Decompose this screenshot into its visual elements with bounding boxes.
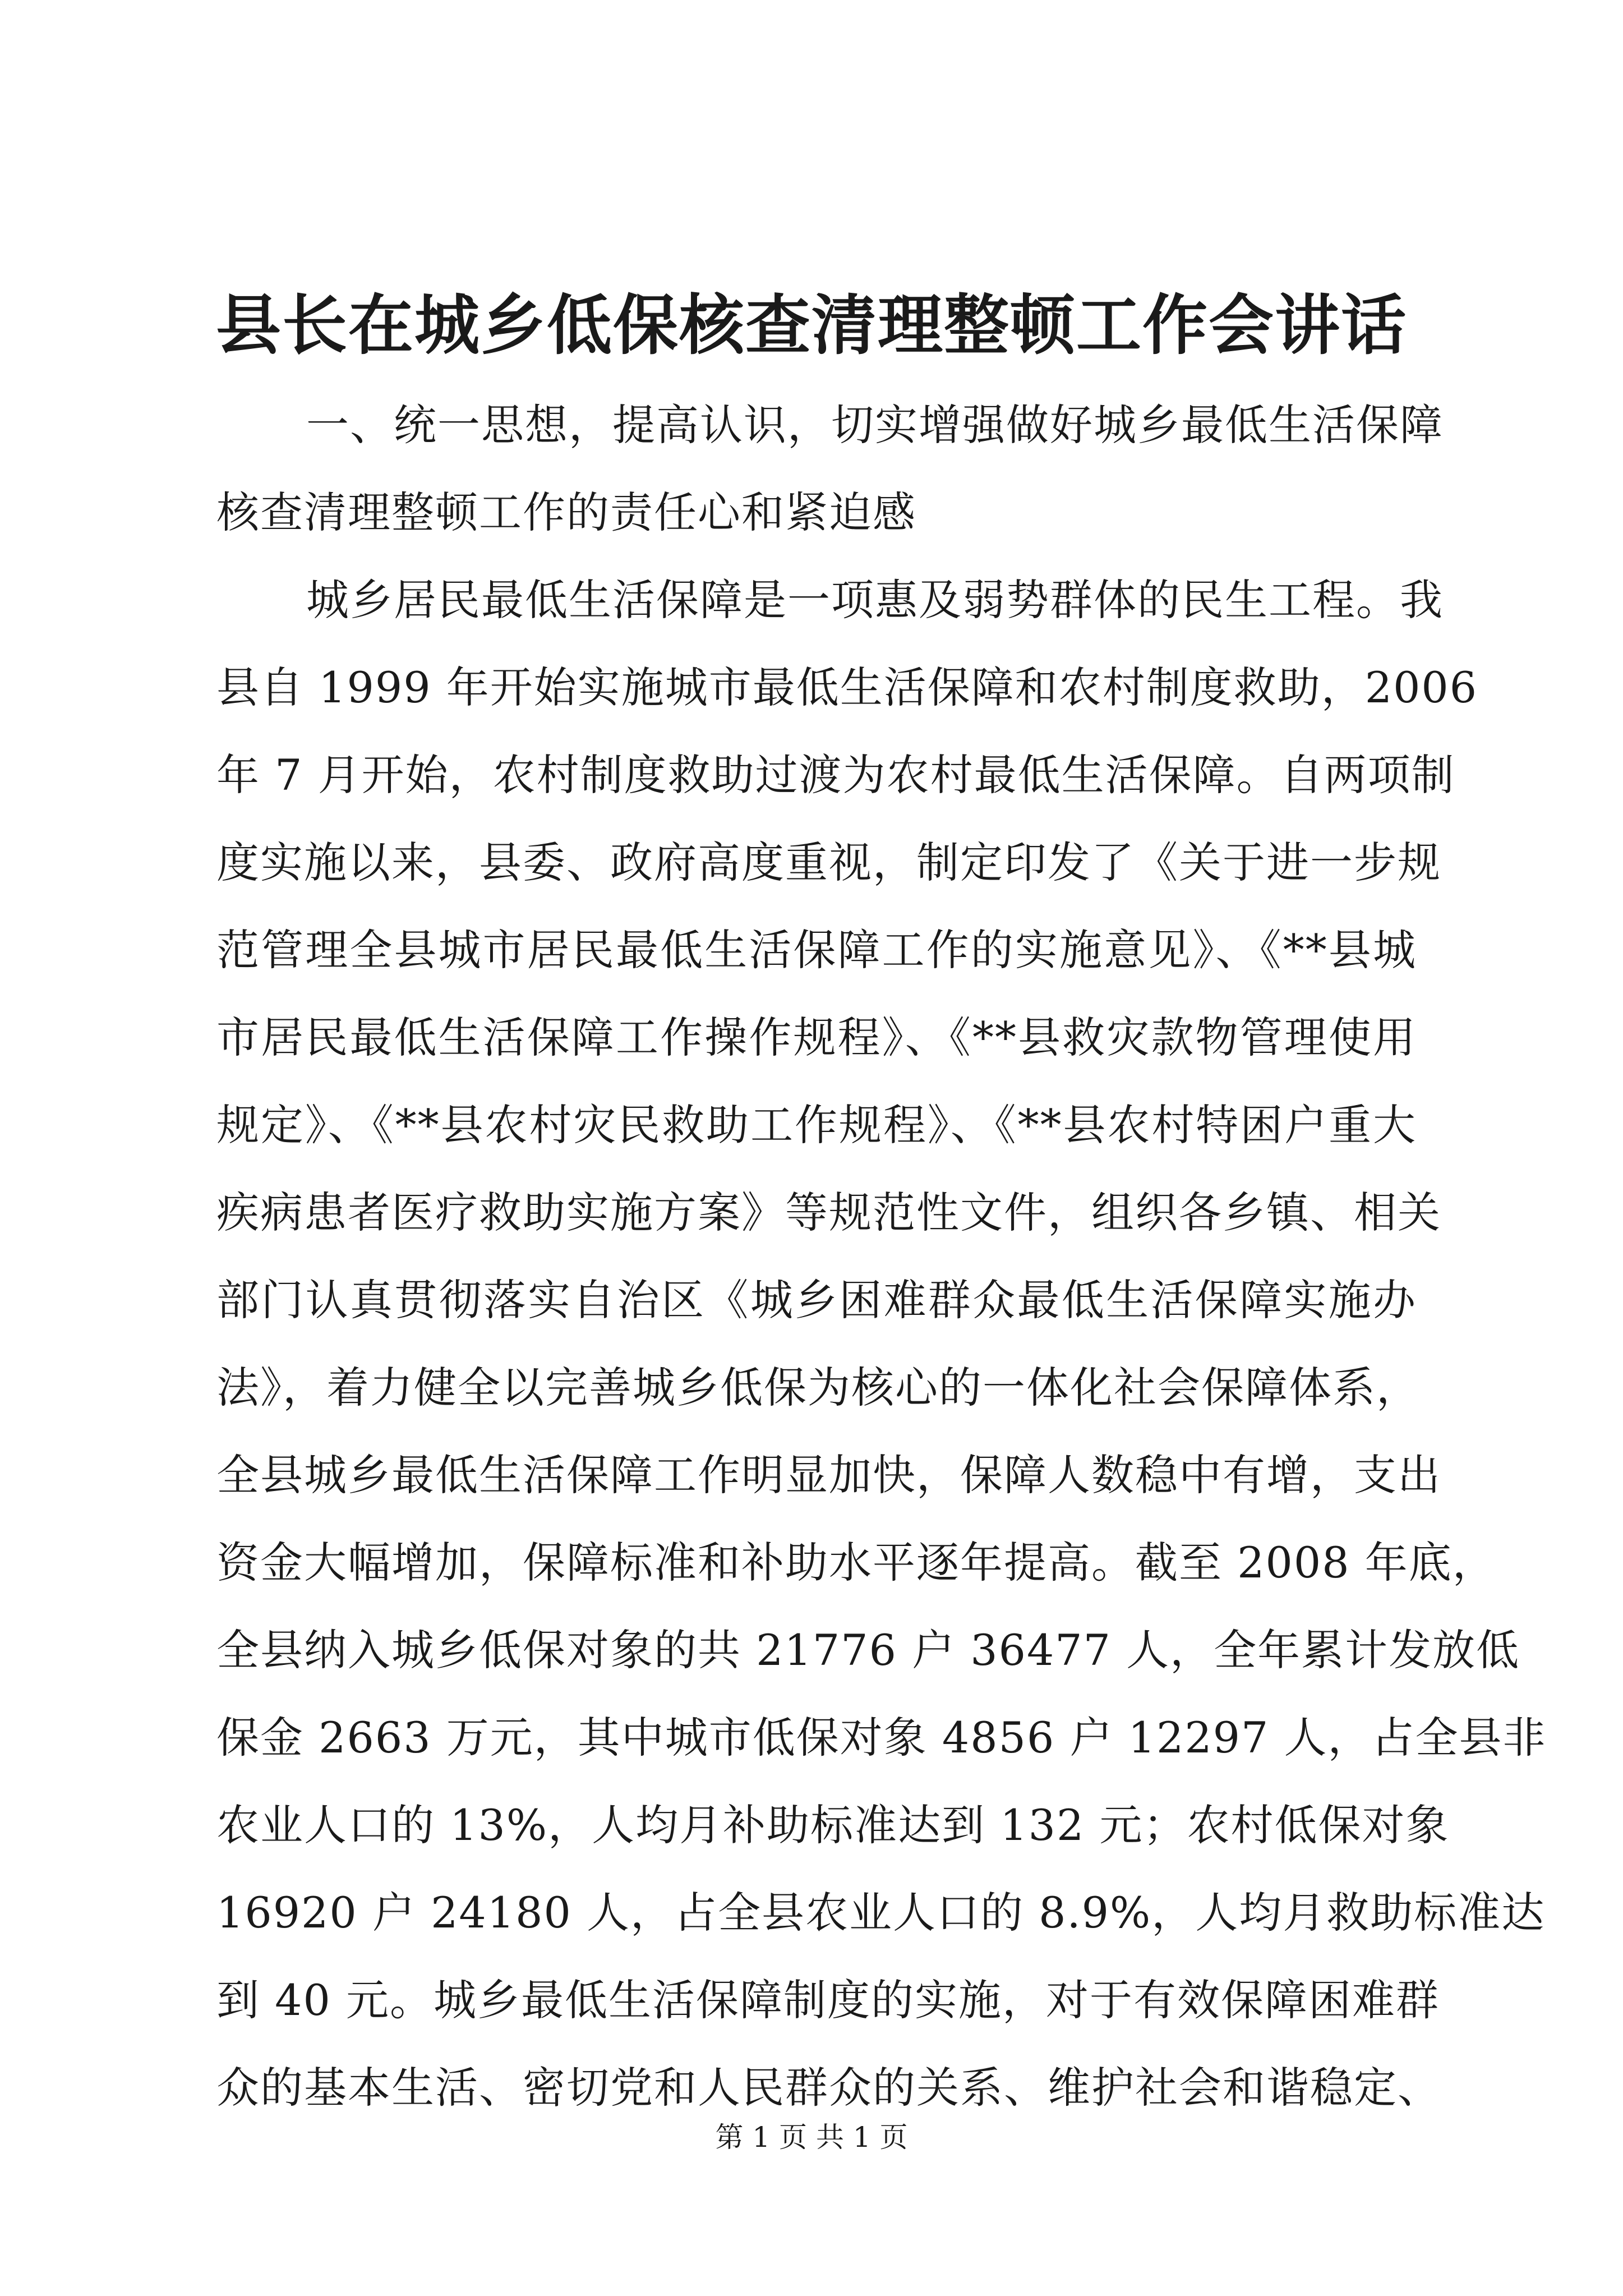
paragraph-line: 范管理全县城市居民最低生活保障工作的实施意见》、《**县城 [216,925,1417,975]
paragraph-line: 城乡居民最低生活保障是一项惠及弱势群体的民生工程。我 [306,575,1444,625]
heading-line: 核查清理整顿工作的责任心和紧迫感 [216,487,916,537]
page-footer: 第 1 页 共 1 页 [715,2121,908,2154]
paragraph-line: 规定》、《**县农村灾民救助工作规程》、《**县农村特困户重大 [216,1100,1417,1150]
paragraph-line: 资金大幅增加，保障标准和补助水平逐年提高。截至 2008 年底， [216,1538,1496,1588]
paragraph-line: 部门认真贯彻落实自治区《城乡困难群众最低生活保障实施办 [216,1275,1417,1325]
paragraph-line: 度实施以来，县委、政府高度重视，制定印发了《关于进一步规 [216,838,1441,887]
document-title: 县长在城乡低保核查清理整顿工作会讲话 [216,287,1407,364]
paragraph-line: 到 40 元。城乡最低生活保障制度的实施，对于有效保障困难群 [216,1975,1440,2025]
heading-line: 一、统一思想，提高认识，切实增强做好城乡最低生活保障 [306,400,1444,450]
paragraph-line: 全县城乡最低生活保障工作明显加快，保障人数稳中有增，支出 [216,1450,1441,1500]
paragraph-line: 年 7 月开始，农村制度救助过渡为农村最低生活保障。自两项制 [216,750,1455,800]
paragraph-line: 县自 1999 年开始实施城市最低生活保障和农村制度救助，2006 [216,662,1478,712]
paragraph-line: 法》，着力健全以完善城乡低保为核心的一体化社会保障体系， [216,1363,1420,1412]
paragraph-line: 众的基本生活、密切党和人民群众的关系、维护社会和谐稳定、 [216,2063,1441,2113]
paragraph-line: 保金 2663 万元，其中城市低保对象 4856 户 12297 人，占全县非 [216,1713,1547,1763]
paragraph-line: 农业人口的 13%，人均月补助标准达到 132 元；农村低保对象 [216,1800,1450,1850]
paragraph-line: 全县纳入城乡低保对象的共 21776 户 36477 人，全年累计发放低 [216,1625,1520,1675]
paragraph-line: 市居民最低生活保障工作操作规程》、《**县救灾款物管理使用 [216,1013,1417,1062]
document-body [216,381,1547,2132]
paragraph-line: 疾病患者医疗救助实施方案》等规范性文件，组织各乡镇、相关 [216,1188,1441,1237]
paragraph-line: 16920 户 24180 人，占全县农业人口的 8.9%，人均月救助标准达 [216,1888,1546,1938]
